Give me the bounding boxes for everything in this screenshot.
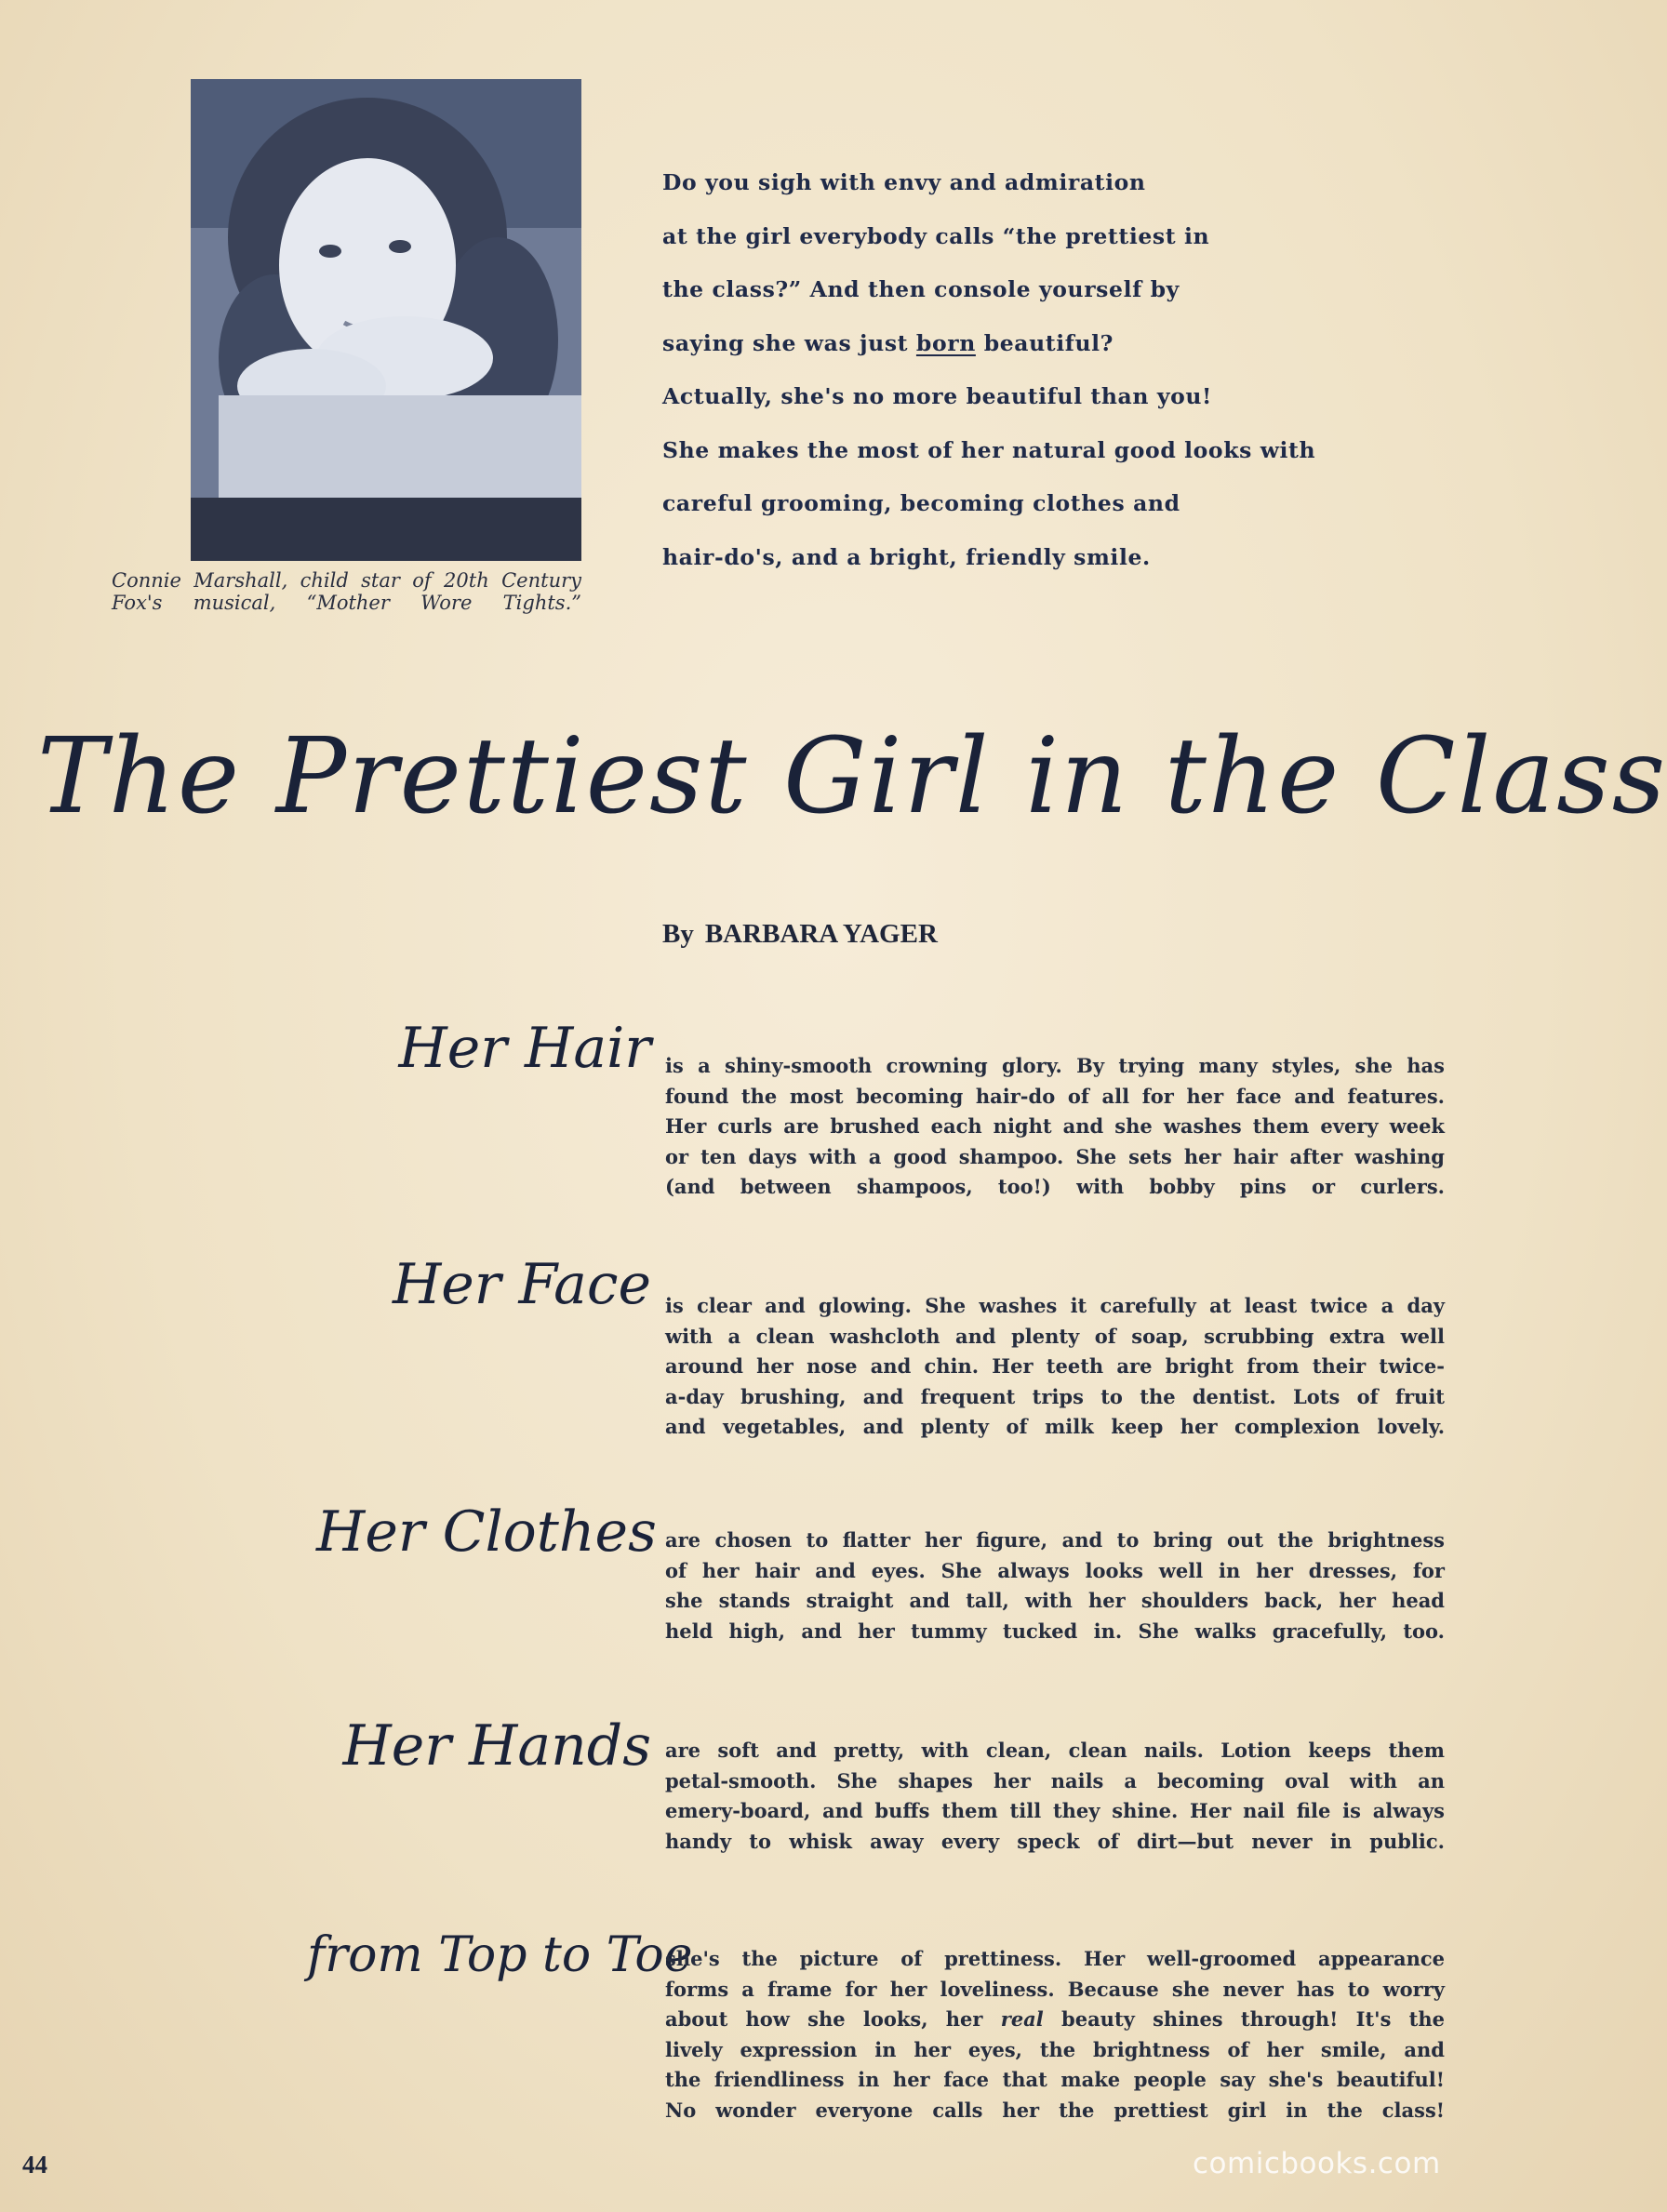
para-line: handy to whisk away every speck of dirt—but never in public. <box>665 1829 1445 1853</box>
intro-line: careful grooming, becoming clothes and <box>662 490 1180 516</box>
para-line: (and between shampoos, too!) with bobby pins or curlers. <box>665 1175 1445 1198</box>
para-line: lively expression in her eyes, the brightness of her smile, and <box>665 2037 1445 2061</box>
para-line: a-day brushing, and frequent trips to the dentist. Lots of fruit <box>665 1384 1445 1408</box>
para-line: is a shiny-smooth crowning glory. By trying many styles, she has <box>665 1054 1445 1077</box>
para-text: beauty shines through! It's the <box>1043 2007 1445 2031</box>
intro-line: Actually, she's no more beautiful than you! <box>662 383 1212 409</box>
para-line: petal-smooth. She shapes her nails a becoming oval with an <box>665 1768 1445 1792</box>
caption-line: Fox's musical, “Mother Wore Tights.” <box>112 592 581 614</box>
intro-line: Do you sigh with envy and admiration <box>662 169 1146 195</box>
byline <box>662 919 938 950</box>
heading-her-hair: Her Hair <box>398 1016 651 1081</box>
para-line: is clear and glowing. She washes it carefully at least twice a day <box>665 1294 1445 1317</box>
photo-caption <box>112 569 581 614</box>
page-number: 44 <box>22 2151 47 2179</box>
para-line: and vegetables, and plenty of milk keep her complexion lovely. <box>665 1415 1445 1438</box>
para-line: held high, and her tummy tucked in. She walks gracefully, too. <box>665 1619 1445 1643</box>
heading-from-top-to-toe: from Top to Toe <box>307 1927 693 1983</box>
intro-line: She makes the most of her natural good looks with <box>662 436 1316 463</box>
para-line: she stands straight and tall, with her shoulders back, her head <box>665 1589 1445 1612</box>
para-line <box>665 2005 1445 2035</box>
para-line: No wonder everyone calls her the prettiest girl in the class! <box>665 2098 1445 2122</box>
intro-line <box>662 317 1446 371</box>
para-line: found the most becoming hair-do of all for her face and features. <box>665 1084 1445 1108</box>
para-line: or ten days with a good shampoo. She sets her hair after washing <box>665 1144 1445 1168</box>
section-from-top-to-toe <box>665 1944 1445 2125</box>
para-line: with a clean washcloth and plenty of soap, scrubbing extra well <box>665 1324 1445 1348</box>
emphasis-born: born <box>915 329 976 356</box>
caption-line: Connie Marshall, child star of 20th Century <box>112 569 581 592</box>
section-her-hair <box>665 1051 1445 1203</box>
para-text: about how she looks, her <box>665 2007 1001 2031</box>
heading-her-face: Her Face <box>392 1252 651 1317</box>
para-line: Her curls are brushed each night and she washes them every week <box>665 1114 1445 1138</box>
intro-line: hair-do's, and a bright, friendly smile. <box>662 543 1151 570</box>
intro-line: the class?” And then console yourself by <box>662 276 1180 302</box>
para-line: are soft and pretty, with clean, clean nails. Lotion keeps them <box>665 1739 1445 1762</box>
para-line: forms a frame for her loveliness. Because she never has to worry <box>665 1977 1445 2001</box>
article-title: The Prettiest Girl in the Class <box>37 716 1667 837</box>
emphasis-real: real <box>1000 2007 1044 2031</box>
section-her-face <box>665 1291 1445 1443</box>
heading-her-clothes: Her Clothes <box>316 1499 657 1565</box>
para-line: the friendliness in her face that make people say she's beautiful! <box>665 2068 1445 2091</box>
byline-by: By <box>662 919 694 949</box>
para-line: she's the picture of prettiness. Her well-groomed appearance <box>665 1947 1445 1970</box>
intro-line: at the girl everybody calls “the prettiest in <box>662 222 1210 249</box>
byline-author: BARBARA YAGER <box>704 919 938 949</box>
intro-paragraph <box>662 156 1446 584</box>
para-line: are chosen to flatter her figure, and to bring out the brightness <box>665 1528 1445 1552</box>
heading-her-hands: Her Hands <box>342 1713 651 1779</box>
intro-text: beautiful? <box>975 329 1114 356</box>
intro-text: saying she was just <box>662 329 916 356</box>
portrait-photo <box>191 79 581 561</box>
para-line: emery-board, and buffs them till they shine. Her nail file is always <box>665 1799 1445 1822</box>
section-her-hands <box>665 1736 1445 1857</box>
site-watermark: comicbooks.com <box>1193 2147 1441 2180</box>
section-her-clothes <box>665 1526 1445 1646</box>
para-line: of her hair and eyes. She always looks well in her dresses, for <box>665 1558 1445 1582</box>
para-line: around her nose and chin. Her teeth are bright from their twice- <box>665 1354 1445 1378</box>
